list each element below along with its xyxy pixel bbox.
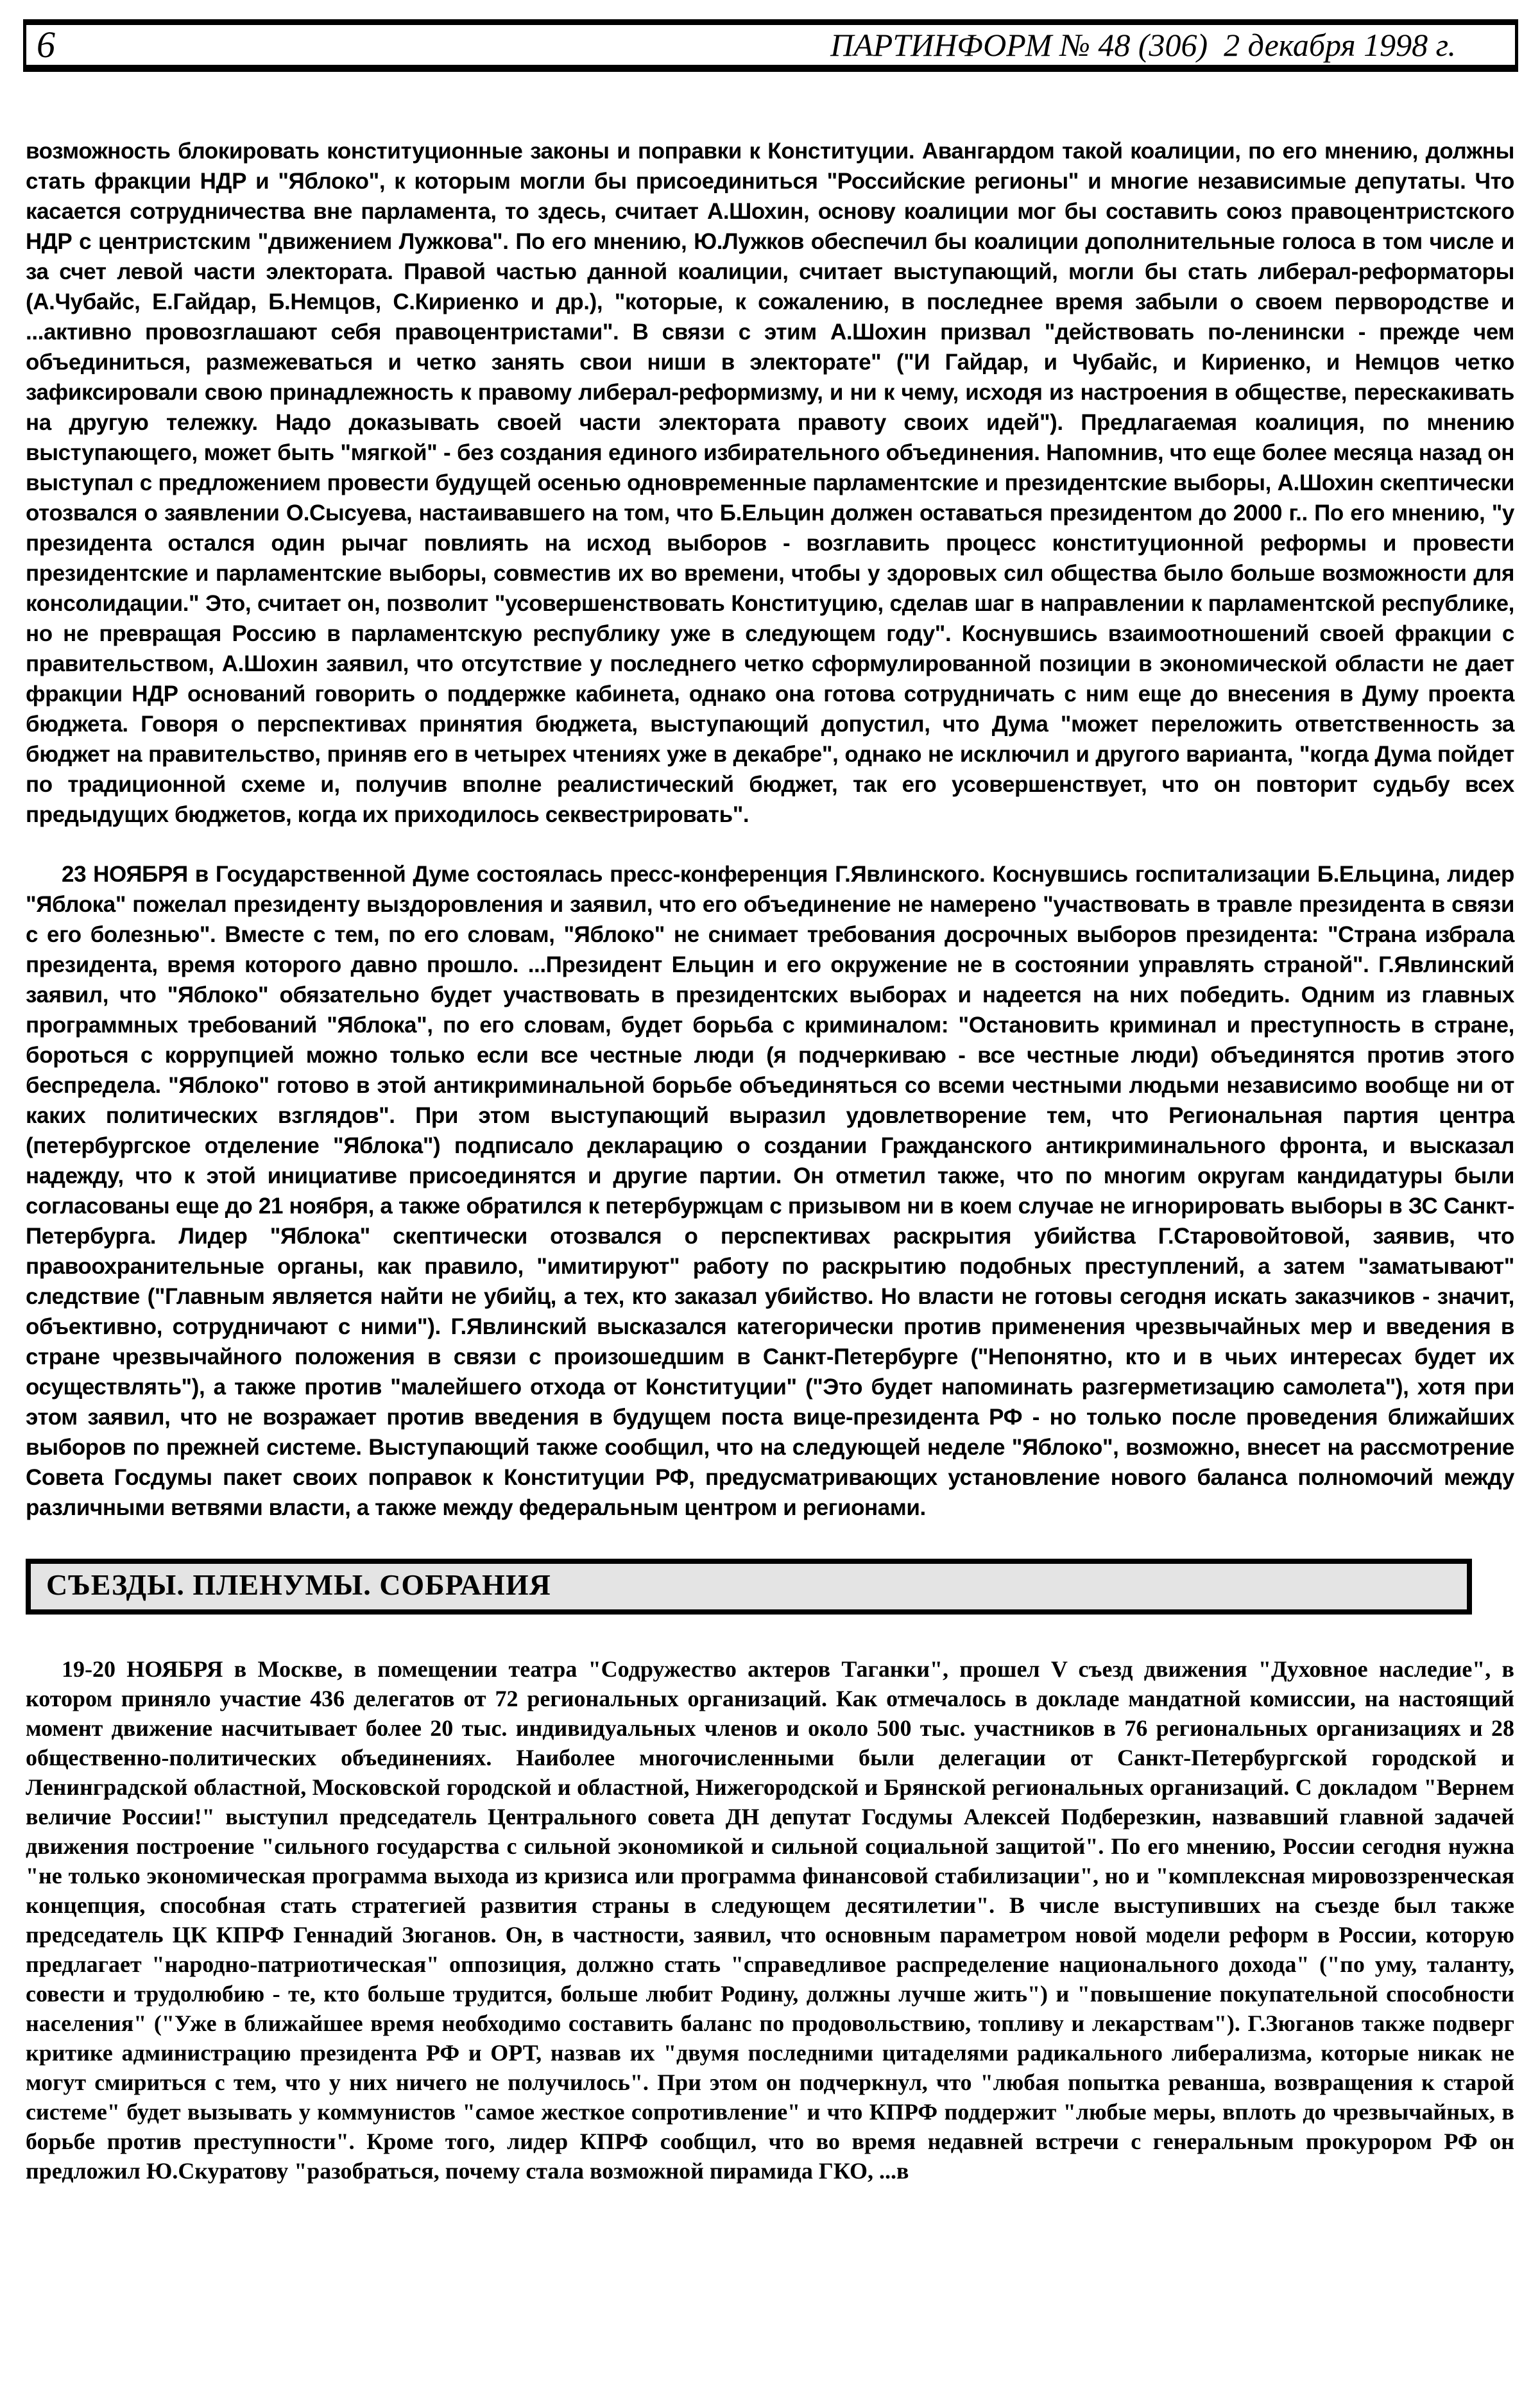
article-paragraph-yavlinsky: 23 НОЯБРЯ в Государственной Думе состоялась пресс-конференция Г.Явлинского. Коснувшись госпитализации Б.Ельцина, лидер "Яблока" пожелал президенту выздоровления и заявил, что его объединение не намерено "участвовать в травле президента в связи с его болезнью". Вместе с тем, по его словам, "Яблоко" не снимает требования досрочных выборов президента: "Страна избрала президента, время которого давно прошло. ...Президент Ельцин и его окружение не в состоянии управлять страной". Г.Явлинский заявил, что "Яблоко" обязательно будет участвовать в президентских выборах и надеется на них победить. Одним из главных программных требований "Яблока", по его словам, будет борьба с криминалом: "Остановить криминал и преступность в стране, бороться с коррупцией можно только если все честные люди (я подчеркиваю - все честные люди) объединятся против этого беспредела. "Яблоко" готово в этой антикриминальной борьбе объединяться со всеми честными людьми независимо вообще ни от каких политических взглядов". При этом выступающий выразил удовлетворение тем, что Региональная партия центра (петербургское отделение "Яблока") подписало декларацию о создании Гражданского антикриминального фронта, и высказал надежду, что к этой инициативе присоединятся и другие партии. Он отметил также, что по многим округам кандидатуры были согласованы еще до 21 ноября, а также обратился к петербуржцам с призывом ни в коем случае не игнорировать выборы в ЗС Санкт-Петербурга. Лидер "Яблока" скептически отозвался о перспективах раскрытия убийства Г.Старовойтовой, заявив, что правоохранительные органы, как правило, "имитируют" работу по раскрытию подобных преступлений, а затем "заматывают" следствие ("Главным является найти не убийц, а тех, кто заказал убийство. Но власти не готовы сегодня искать заказчиков - значит, объективно, сотрудничают с ними"). Г.Явлинский высказался категорически против применения чрезвычайных мер и введения в стране чрезвычайного положения в связи с произошедшим в Санкт-Петербурге ("Непонятно, кто и в чьих интересах будет их осуществлять"), а также против "малейшего отхода от Конституции" ("Это будет напоминать разгерметизацию самолета"), хотя при этом заявил, что не возражает против введения в будущем поста вице-президента РФ - но только после проведения ближайших выборов по прежней системе. Выступающий также сообщил, что на следующей неделе "Яблоко", возможно, внесет на рассмотрение Совета Госдумы пакет своих поправок к Конституции РФ, предусматривающих установление нового баланса полномочий между различными ветвями власти, а также между федеральным центром и регионами. xyxy=(26,862,1514,1520)
section-title: СЪЕЗДЫ. ПЛЕНУМЫ. СОБРАНИЯ xyxy=(46,1568,551,1601)
page-number: 6 xyxy=(37,24,55,65)
issue-title: ПАРТИНФОРМ № 48 (306) 2 декабря 1998 г. xyxy=(830,27,1456,63)
section-header-box xyxy=(26,1559,1472,1615)
article-paragraph-congress: 19-20 НОЯБРЯ в Москве, в помещении театра "Содружество актеров Таганки", прошел V съезд движения "Духовное наследие", в котором приняло участие 436 делегатов от 72 региональных организаций. Как отмечалось в докладе мандатной комиссии, на настоящий момент движение насчитывает более 20 тыс. индивидуальных членов и около 500 тыс. участников в 76 региональных организациях и 28 общественно-политических объединениях. Наиболее многочисленными были делегации от Санкт-Петербургской городской и Ленинградской областной, Московской городской и областной, Нижегородской и Брянской региональных организаций. С докладом "Вернем величие России!" выступил председатель Центрального совета ДН депутат Госдумы Алексей Подберезкин, назвавший главной задачей движения построение "сильного государства с сильной экономикой и сильной социальной защитой". По его мнению, России сегодня нужна "не только экономическая программа выхода из кризиса или программа финансовой стабилизации", но и "комплексная мировоззренческая концепция, способная стать стратегией развития страны в следующем десятилетии". В числе выступивших на съезде был также председатель ЦК КПРФ Геннадий Зюганов. Он, в частности, заявил, что основным параметром новой модели реформ в России, которую предлагает "народно-патриотическая" оппозиция, должно стать "справедливое распределение национального дохода" ("по уму, таланту, совести и трудолюбию - те, кто больше трудится, больше любит Родину, должны лучше жить") и "повышение покупательной способности населения" ("Уже в ближайшее время необходимо составить баланс по продовольствию, топливу и лекарствам"). Г.Зюганов также подверг критике администрацию президента РФ и ОРТ, назвав их "двумя последними цитаделями радикального либерализма, которые никак не могут смириться с тем, что у них ничего не получилось". При этом он подчеркнул, что "любая попытка реванша, возвращения к старой системе" будет вызывать у коммунистов "самое жесткое сопротивление" и что КПРФ поддержит "любые меры, вплоть до чрезвычайных, в борьбе против преступности". Кроме того, лидер КПРФ сообщил, что во время недавней встречи с генеральным прокурором РФ он предложил Ю.Скуратову "разобраться, почему стала возможной пирамида ГКО, ...в xyxy=(26,1656,1514,2184)
article-paragraph-shokhin: возможность блокировать конституционные законы и поправки к Конституции. Авангардом такой коалиции, по его мнению, должны стать фракции НДР и "Яблоко", к которым могли бы присоединиться "Российские регионы" и многие независимые депутаты. Что касается сотрудничества вне парламента, то здесь, считает А.Шохин, основу коалиции мог бы составить союз правоцентристского НДР с центристским "движением Лужкова". По его мнению, Ю.Лужков обеспечил бы коалиции дополнительные голоса в том числе и за счет левой части электората. Правой частью данной коалиции, считает выступающий, могли бы стать либерал-реформаторы (А.Чубайс, Е.Гайдар, Б.Немцов, С.Кириенко и др.), "которые, к сожалению, в последнее время забыли о своем первородстве и ...активно провозглашают себя правоцентристами". В связи с этим А.Шохин призвал "действовать по-ленински - прежде чем объединиться, размежеваться и четко занять свои ниши в электорате" ("И Гайдар, и Чубайс, и Кириенко, и Немцов четко зафиксировали свою принадлежность к правому либерал-реформизму, и ни к чему, исходя из настроения в обществе, перескакивать на другую тележку. Надо доказывать своей части электората правоту своих идей"). Предлагаемая коалиция, по мнению выступающего, может быть "мягкой" - без создания единого избирательного объединения. Напомнив, что еще более месяца назад он выступал с предложением провести будущей осенью одновременные парламентские и президентские выборы, А.Шохин скептически отозвался о заявлении О.Сысуева, настаивавшего на том, что Б.Ельцин должен оставаться президентом до 2000 г.. По его мнению, "у президента остался один рычаг повлиять на исход выборов - возглавить процесс конституционной реформы и провести президентские и парламентские выборы, совместив их во времени, чтобы у здоровых сил общества было больше возможности для консолидации." Это, считает он, позволит "усовершенствовать Конституцию, сделав шаг в направлении к парламентской республике, но не превращая Россию в парламентскую республику уже в следующем году". Коснувшись взаимоотношений своей фракции с правительством, А.Шохин заявил, что отсутствие у последнего четко сформулированной позиции в экономической области не дает фракции НДР оснований говорить о поддержке кабинета, однако она готова сотрудничать с ним еще до внесения в Думу проекта бюджета. Говоря о перспективах принятия бюджета, выступающий допустил, что Дума "может переложить ответственность за бюджет на правительство, приняв его в четырех чтениях уже в декабре", однако не исключил и другого варианта, "когда Дума пойдет по традиционной схеме и, получив вполне реалистический бюджет, так его усовершенствует, что он повторит судьбу всех предыдущих бюджетов, когда их приходилось секвестрировать". xyxy=(26,139,1514,827)
page-content xyxy=(26,0,1514,2186)
